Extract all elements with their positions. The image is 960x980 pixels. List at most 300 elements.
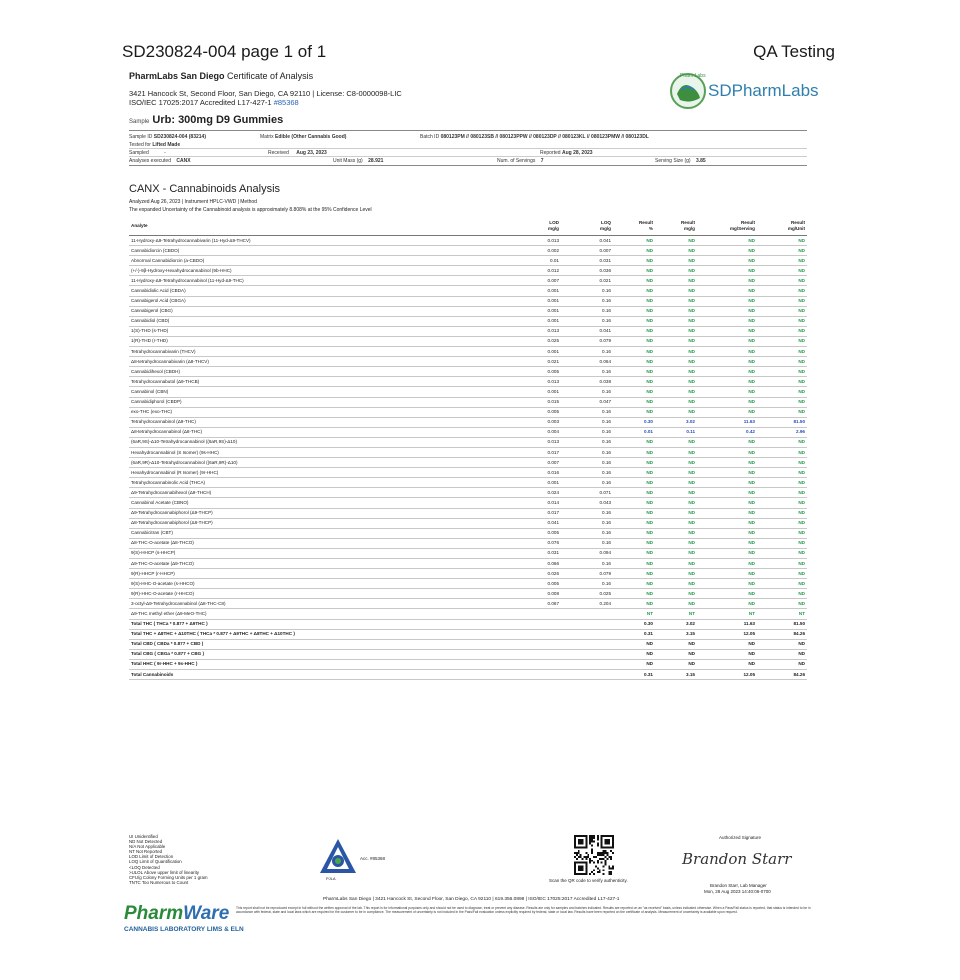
value-cell: ND — [613, 488, 655, 498]
total-value-cell — [561, 629, 613, 639]
received: Received Aug 23, 2023 — [268, 150, 327, 156]
serving-size: Serving Size (g) 3.85 — [655, 158, 706, 164]
value-cell: ND — [655, 538, 697, 548]
unit-mass: Unit Mass (g) 28.921 — [333, 158, 384, 164]
pjla-accreditation: Acc. #85368 — [360, 856, 386, 861]
value-cell: 0.002 — [509, 246, 561, 256]
table-body — [129, 236, 807, 680]
legend-item: NT Not Reported — [129, 849, 163, 855]
total-value-cell: 84.26 — [757, 629, 807, 639]
value-cell: ND — [697, 246, 757, 256]
analyte-cell: Hexahydrocannabinol (S Isomer) (9s-HHC) — [129, 447, 509, 457]
value-cell: ND — [697, 488, 757, 498]
lab-address: 3421 Hancock St, Second Floor, San Diego, CA 92110 | License: C8-0000098-LIC — [129, 89, 402, 98]
total-value-cell: 0.30 — [613, 619, 655, 629]
value-cell: ND — [697, 286, 757, 296]
analyte-cell: Abnormal Cannabidiorcin (a-CBDO) — [129, 256, 509, 266]
value-cell: ND — [697, 316, 757, 326]
value-cell: 0.16 — [561, 458, 613, 468]
value-cell: ND — [697, 528, 757, 538]
table-row — [129, 528, 807, 538]
lab-accreditation — [129, 98, 299, 107]
value-cell: ND — [697, 518, 757, 528]
total-value-cell: ND — [655, 659, 697, 669]
value-cell: 0.067 — [509, 599, 561, 609]
value-cell: ND — [757, 508, 807, 518]
value-cell: 0.01 — [613, 427, 655, 437]
table-row — [129, 336, 807, 346]
value-cell: ND — [697, 447, 757, 457]
signature-header: Authorized Signature — [719, 835, 762, 840]
value-cell: ND — [757, 316, 807, 326]
analyte-cell: Tetrahydrocannabutol (Δ9-THCB) — [129, 377, 509, 387]
value-cell: ND — [655, 306, 697, 316]
table-row — [129, 518, 807, 528]
value-cell: 0.094 — [561, 548, 613, 558]
analyte-cell: Δ8-tetrahydrocannabinol (Δ8-THC) — [129, 427, 509, 437]
value-cell: ND — [655, 316, 697, 326]
table-row — [129, 357, 807, 367]
logo-ring-text: PharmLabs — [680, 73, 706, 79]
total-value-cell — [509, 659, 561, 669]
value-cell: ND — [655, 458, 697, 468]
value-cell: 0.021 — [561, 276, 613, 286]
table-row — [129, 548, 807, 558]
value-cell: ND — [655, 488, 697, 498]
value-cell: 0.015 — [509, 397, 561, 407]
value-cell: ND — [655, 569, 697, 579]
value-cell: ND — [655, 579, 697, 589]
total-value-cell: ND — [655, 649, 697, 659]
divider — [129, 130, 807, 131]
value-cell: ND — [655, 528, 697, 538]
value-cell: 0.016 — [509, 468, 561, 478]
value-cell: 0.16 — [561, 508, 613, 518]
value-cell: 0.005 — [509, 407, 561, 417]
table-row — [129, 286, 807, 296]
value-cell: ND — [613, 316, 655, 326]
value-cell: ND — [757, 357, 807, 367]
value-cell: 0.16 — [561, 447, 613, 457]
value-cell: 0.42 — [697, 427, 757, 437]
analyte-cell: Hexahydrocannabinol (R Isomer) (9r-HHC) — [129, 468, 509, 478]
table-row — [129, 599, 807, 609]
value-cell: ND — [697, 508, 757, 518]
value-cell: ND — [757, 336, 807, 346]
value-cell: 0.024 — [509, 488, 561, 498]
column-header: LOD mg/g — [509, 216, 561, 236]
value-cell: 0.16 — [561, 286, 613, 296]
value-cell: 0.001 — [509, 306, 561, 316]
value-cell: ND — [655, 437, 697, 447]
value-cell: ND — [757, 498, 807, 508]
value-cell: ND — [757, 326, 807, 336]
analyte-cell: Cannabigerol (CBG) — [129, 306, 509, 316]
total-value-cell: 81.50 — [757, 619, 807, 629]
reported: Reported Aug 28, 2023 — [540, 150, 593, 156]
total-value-cell: ND — [697, 659, 757, 669]
value-cell: ND — [757, 569, 807, 579]
legend-item: <LOQ Detected — [129, 864, 160, 870]
analyte-cell: Δ8-Tetrahydrocannabiphorol (Δ8-THCP) — [129, 518, 509, 528]
value-cell: ND — [655, 387, 697, 397]
value-cell: 0.005 — [509, 528, 561, 538]
value-cell: ND — [613, 437, 655, 447]
tested-for: Tested for Lifted Made — [129, 142, 181, 148]
value-cell: 0.01 — [509, 256, 561, 266]
value-cell: ND — [697, 589, 757, 599]
qa-label: QA Testing — [753, 42, 835, 61]
table-row — [129, 246, 807, 256]
analyte-cell: (+/-)-9β-Hydroxy-Hexahydrocannabinol (9b-HHC) — [129, 266, 509, 276]
value-cell: 0.16 — [561, 306, 613, 316]
total-row — [129, 629, 807, 639]
value-cell: ND — [655, 236, 697, 246]
analyte-cell: 9(S)-HHC-O-acetate (s-HHCO) — [129, 579, 509, 589]
value-cell: ND — [697, 306, 757, 316]
value-cell: 0.021 — [509, 357, 561, 367]
value-cell: ND — [757, 559, 807, 569]
value-cell: 0.079 — [561, 569, 613, 579]
value-cell: 0.025 — [509, 336, 561, 346]
column-header: Result mg/g — [655, 216, 697, 236]
value-cell: NT — [697, 609, 757, 619]
value-cell: ND — [757, 377, 807, 387]
table-row — [129, 437, 807, 447]
value-cell: 0.013 — [509, 437, 561, 447]
value-cell: ND — [655, 468, 697, 478]
value-cell — [561, 609, 613, 619]
value-cell: 0.16 — [561, 559, 613, 569]
analyte-cell: 11-Hydroxy-Δ9-Tetrahydrocannabivarin (11-Hyd-Δ9-THCV) — [129, 236, 509, 246]
analyte-cell: Tetrahydrocannabivarin (THCV) — [129, 347, 509, 357]
value-cell: ND — [655, 326, 697, 336]
pharmware-tagline: CANNABIS LABORATORY LIMS & ELN — [124, 926, 244, 933]
value-cell: ND — [697, 276, 757, 286]
analyses-executed: Analyses executed CANX — [129, 158, 191, 164]
value-cell: 0.012 — [509, 266, 561, 276]
value-cell: ND — [697, 569, 757, 579]
total-value-cell — [509, 619, 561, 629]
pjla-logo — [318, 837, 358, 877]
value-cell: 0.001 — [509, 296, 561, 306]
table-row — [129, 367, 807, 377]
value-cell: ND — [613, 397, 655, 407]
analyte-cell: Δ9-THC methyl ether (Δ9-MeO-THC) — [129, 609, 509, 619]
table-row — [129, 296, 807, 306]
total-value-cell: ND — [697, 639, 757, 649]
table-row — [129, 266, 807, 276]
value-cell: 0.004 — [509, 427, 561, 437]
value-cell: ND — [613, 266, 655, 276]
value-cell: 0.038 — [561, 377, 613, 387]
value-cell: ND — [757, 387, 807, 397]
value-cell: ND — [757, 286, 807, 296]
section-title: CANX - Cannabinoids Analysis — [129, 183, 281, 195]
value-cell: 0.008 — [509, 589, 561, 599]
legend-item: >ULOL Above upper limit of linearity — [129, 869, 200, 875]
accreditation-link[interactable]: #85368 — [273, 98, 299, 107]
table-row — [129, 508, 807, 518]
value-cell: ND — [757, 488, 807, 498]
sample-id: Sample ID SD230824-004 (83214) — [129, 134, 206, 140]
lab-name: PharmLabs San Diego — [129, 71, 225, 81]
divider — [129, 148, 807, 149]
value-cell: 0.16 — [561, 538, 613, 548]
value-cell: ND — [757, 347, 807, 357]
value-cell: ND — [757, 518, 807, 528]
value-cell: ND — [697, 266, 757, 276]
accreditation-text: ISO/IEC 17025:2017 Accredited L17-427-1 — [129, 98, 274, 107]
value-cell: ND — [655, 548, 697, 558]
legend-item: N/A Not Applicable — [129, 844, 166, 850]
value-cell: 0.16 — [561, 387, 613, 397]
sample-label: Sample — [129, 119, 150, 125]
analyte-cell: Cannabidiolic Acid (CBDA) — [129, 286, 509, 296]
total-row — [129, 670, 807, 680]
value-cell: ND — [655, 367, 697, 377]
value-cell: 0.11 — [655, 427, 697, 437]
value-cell: ND — [613, 387, 655, 397]
value-cell: ND — [655, 286, 697, 296]
value-cell: ND — [757, 599, 807, 609]
footer-address: PharmLabs San Diego | 3421 Hancock St, Second Floor, San Diego, CA 92110 | 619.356.0898 | ISO/IEC 17025:2017 Accredited L17-427-1 — [323, 897, 620, 902]
total-value-cell — [561, 659, 613, 669]
value-cell: 0.16 — [561, 427, 613, 437]
total-value-cell: ND — [757, 639, 807, 649]
value-cell: ND — [757, 579, 807, 589]
total-value-cell — [561, 639, 613, 649]
value-cell: 2.96 — [757, 427, 807, 437]
table-row — [129, 387, 807, 397]
total-label-cell: Total CBD ( CBDa * 0.877 + CBD ) — [129, 639, 509, 649]
value-cell: 0.16 — [561, 407, 613, 417]
value-cell: ND — [613, 447, 655, 457]
sampled: Sampled - — [129, 150, 166, 156]
value-cell: ND — [757, 296, 807, 306]
value-cell: 0.007 — [561, 246, 613, 256]
value-cell: ND — [697, 256, 757, 266]
analyte-cell: Cannabidiol (CBD) — [129, 316, 509, 326]
value-cell: ND — [655, 347, 697, 357]
value-cell: 0.204 — [561, 599, 613, 609]
total-value-cell — [561, 670, 613, 680]
total-value-cell: 0.31 — [613, 670, 655, 680]
value-cell: ND — [697, 236, 757, 246]
total-value-cell: ND — [613, 659, 655, 669]
value-cell: 0.017 — [509, 447, 561, 457]
value-cell: ND — [613, 256, 655, 266]
table-row — [129, 498, 807, 508]
value-cell: ND — [697, 326, 757, 336]
value-cell: ND — [697, 559, 757, 569]
table-row — [129, 478, 807, 488]
value-cell: 0.16 — [561, 528, 613, 538]
value-cell: ND — [655, 397, 697, 407]
total-value-cell: 11.63 — [697, 619, 757, 629]
value-cell: 0.013 — [509, 377, 561, 387]
value-cell: ND — [697, 296, 757, 306]
qr-caption: Scan the QR code to verify authenticity. — [549, 878, 628, 883]
value-cell: ND — [757, 458, 807, 468]
total-value-cell: ND — [613, 639, 655, 649]
value-cell: ND — [613, 336, 655, 346]
analyte-cell: Δ8-tetrahydrocannabivarin (Δ8-THCV) — [129, 357, 509, 367]
value-cell: ND — [613, 286, 655, 296]
qr-code[interactable] — [574, 835, 614, 875]
value-cell: ND — [697, 468, 757, 478]
table-row — [129, 569, 807, 579]
value-cell: ND — [613, 407, 655, 417]
value-cell: 0.076 — [509, 538, 561, 548]
value-cell: 0.043 — [561, 498, 613, 508]
table-row — [129, 609, 807, 619]
value-cell: 0.041 — [561, 236, 613, 246]
analyte-cell: Cannabidiorcin (CBDO) — [129, 246, 509, 256]
column-header: Result mg/Unit — [757, 216, 807, 236]
value-cell: 0.16 — [561, 437, 613, 447]
analyte-cell: 9(R)-HHC-O-acetate (r-HHCO) — [129, 589, 509, 599]
value-cell: ND — [613, 377, 655, 387]
value-cell: ND — [613, 347, 655, 357]
value-cell — [509, 609, 561, 619]
value-cell: ND — [655, 336, 697, 346]
total-value-cell — [509, 639, 561, 649]
analyte-cell: Δ9-Tetrahydrocannabihexol (Δ9-THCH) — [129, 488, 509, 498]
value-cell: ND — [757, 306, 807, 316]
value-cell: ND — [613, 498, 655, 508]
table-row — [129, 589, 807, 599]
analyte-cell: Cannabigerol Acid (CBGA) — [129, 296, 509, 306]
num-servings: Num. of Servings 7 — [497, 158, 544, 164]
report-title: SD230824-004 page 1 of 1 — [122, 42, 327, 61]
analyte-cell: Cannabidiphorol (CBDP) — [129, 397, 509, 407]
total-row — [129, 659, 807, 669]
table-row — [129, 427, 807, 437]
value-cell: 0.031 — [509, 548, 561, 558]
value-cell: ND — [613, 599, 655, 609]
value-cell: 0.001 — [509, 347, 561, 357]
value-cell: 0.025 — [561, 589, 613, 599]
value-cell: 0.001 — [509, 478, 561, 488]
value-cell: ND — [655, 377, 697, 387]
analyte-cell: 9(S)-HHCP (s-HHCP) — [129, 548, 509, 558]
total-value-cell: ND — [655, 639, 697, 649]
total-value-cell — [561, 649, 613, 659]
value-cell: 0.014 — [509, 498, 561, 508]
value-cell: ND — [697, 478, 757, 488]
lab-heading — [129, 71, 313, 81]
value-cell: 0.026 — [509, 569, 561, 579]
legend-item: UI Unidentified — [129, 834, 158, 839]
analyte-cell: Δ9-THC-O-acetate (Δ9-THCO) — [129, 559, 509, 569]
value-cell: 0.001 — [509, 316, 561, 326]
column-header: LOQ mg/g — [561, 216, 613, 236]
value-cell: 0.041 — [509, 518, 561, 528]
value-cell: 0.036 — [561, 266, 613, 276]
analyte-cell: exo-THC (exo-THC) — [129, 407, 509, 417]
logo-wordmark: SDPharmLabs — [708, 81, 819, 100]
value-cell: 0.017 — [509, 508, 561, 518]
value-cell: ND — [613, 528, 655, 538]
value-cell: ND — [697, 498, 757, 508]
value-cell: ND — [757, 236, 807, 246]
total-value-cell: 84.26 — [757, 670, 807, 680]
value-cell: 0.001 — [509, 387, 561, 397]
value-cell: ND — [697, 437, 757, 447]
signature-date: Mon, 28 Aug 2023 14:40:06-0700 — [704, 889, 771, 894]
total-row — [129, 639, 807, 649]
table-row — [129, 579, 807, 589]
value-cell: ND — [613, 458, 655, 468]
value-cell: ND — [757, 397, 807, 407]
total-value-cell: 0.31 — [613, 629, 655, 639]
value-cell: ND — [613, 508, 655, 518]
value-cell: ND — [613, 559, 655, 569]
abbreviation-legend — [129, 834, 208, 885]
table-row — [129, 347, 807, 357]
total-label-cell: Total HHC ( 9r-HHC + 9s-HHC ) — [129, 659, 509, 669]
pharmware-logo: PharmWare — [124, 903, 230, 924]
value-cell: 0.005 — [509, 579, 561, 589]
legend-item: LOD Limit of Detection — [129, 854, 174, 860]
table-row — [129, 316, 807, 326]
analyte-cell: Cannabicitran (CBT) — [129, 528, 509, 538]
analyte-cell: 1(S)-THD (s-THD) — [129, 326, 509, 336]
total-value-cell: ND — [697, 649, 757, 659]
value-cell: 0.16 — [561, 579, 613, 589]
value-cell: ND — [697, 387, 757, 397]
value-cell: ND — [757, 437, 807, 447]
value-cell: 0.30 — [613, 417, 655, 427]
value-cell: 0.003 — [509, 417, 561, 427]
table-row — [129, 256, 807, 266]
value-cell: 81.50 — [757, 417, 807, 427]
total-label-cell: Total THC + Δ8THC + Δ10THC ( THCa * 0.877 + Δ9THC + Δ8THC + Δ10THC ) — [129, 629, 509, 639]
sample-name: Urb: 300mg D9 Gummies — [152, 114, 284, 126]
value-cell: ND — [613, 236, 655, 246]
value-cell: ND — [655, 246, 697, 256]
analyte-cell: 11-Hydroxy-Δ9-Tetrahydrocannabinol (11-Hyd-Δ9-THC) — [129, 276, 509, 286]
value-cell: ND — [757, 538, 807, 548]
signature: Brandon Starr — [682, 850, 792, 868]
cannabinoids-table — [129, 216, 807, 680]
value-cell: ND — [757, 367, 807, 377]
value-cell: ND — [613, 246, 655, 256]
value-cell: ND — [757, 528, 807, 538]
value-cell: ND — [613, 569, 655, 579]
value-cell: 0.16 — [561, 478, 613, 488]
table-row — [129, 407, 807, 417]
legend-item: ND Not Detected — [129, 839, 163, 845]
value-cell: ND — [697, 357, 757, 367]
table-row — [129, 447, 807, 457]
value-cell: 0.16 — [561, 417, 613, 427]
value-cell: ND — [613, 478, 655, 488]
value-cell: 0.16 — [561, 316, 613, 326]
value-cell: 0.16 — [561, 468, 613, 478]
value-cell: 0.16 — [561, 518, 613, 528]
value-cell: ND — [655, 559, 697, 569]
value-cell: ND — [697, 599, 757, 609]
analyte-cell: 3-octyl-Δ9-Tetrahydrocannabinol (Δ8-THC-C8) — [129, 599, 509, 609]
table-row — [129, 236, 807, 246]
value-cell: ND — [655, 589, 697, 599]
value-cell: ND — [655, 296, 697, 306]
total-value-cell: 12.05 — [697, 670, 757, 680]
column-header: Analyte — [129, 216, 509, 236]
total-value-cell: 12.05 — [697, 629, 757, 639]
